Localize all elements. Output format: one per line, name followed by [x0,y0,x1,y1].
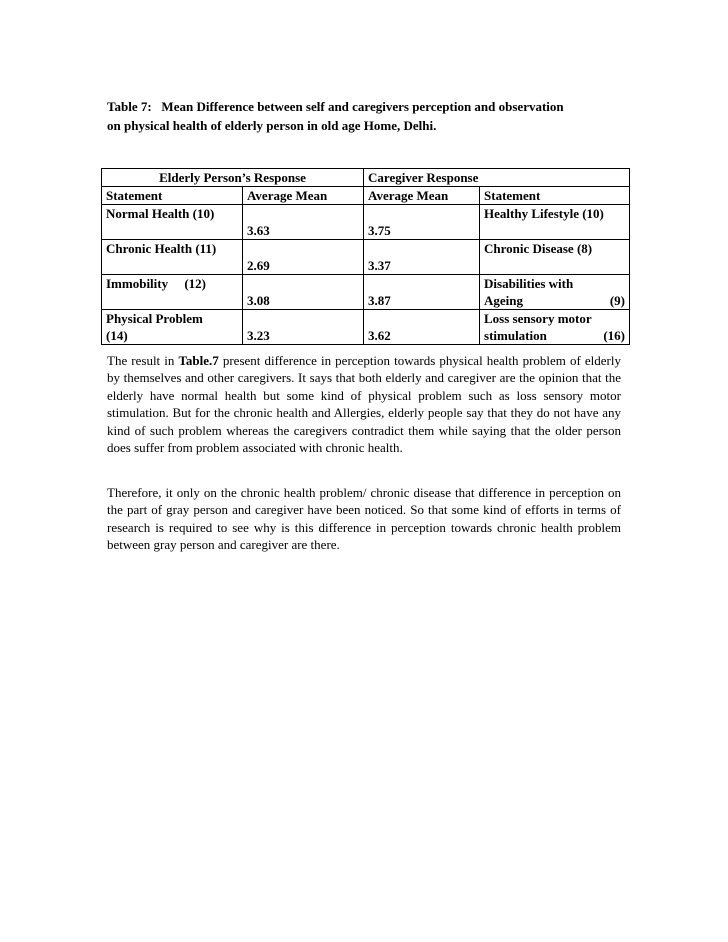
column-header: Statement [480,187,630,205]
statement-left-text: Physical Problem [106,311,203,326]
statement-right-line-1: Loss sensory motor [484,311,592,326]
table-caption [107,98,627,135]
statement-right-number: (16) [603,328,626,343]
statement-left-number: (14) [106,328,128,343]
caption-line-2: on physical health of elderly person in old age Home, Delhi. [107,117,437,133]
paragraph-1-prefix: The result in [107,353,179,368]
table-row [102,240,630,275]
statement-right-text: Ageing [484,293,524,308]
statement-left: Chronic Health (11) [102,240,243,275]
statement-left [102,275,243,310]
table-row [102,205,630,240]
elderly-mean: 3.08 [243,275,364,310]
statement-left-text: Immobility [106,276,169,291]
table-reference: Table.7 [178,353,219,368]
paragraph-1-text: present difference in perception towards physical health problem of elderly by themselves and other caregivers. It says that both elderly and caregiver are the opinion that the elderly have normal health but some kind of physical problem such as loss sensory motor stimulation. But for the chronic health and Allergies, elderly people say that they do not have any kind of such problem whereas the caregivers contradict them while saying that the older person does suffer from problem associated with chronic health. [107,353,621,456]
statement-right [480,310,630,345]
caregiver-mean: 3.37 [364,240,480,275]
table-row [102,275,630,310]
statement-left-number: (12) [184,276,206,291]
statement-right-text: stimulation [484,328,547,343]
comparison-table [101,168,630,345]
statement-right: Healthy Lifestyle (10) [480,205,630,240]
caregiver-response-header: Caregiver Response [364,169,630,187]
table-row [102,310,630,345]
body-paragraph-1 [107,352,621,456]
column-header: Statement [102,187,243,205]
statement-right-number: (9) [609,293,626,308]
caregiver-mean: 3.75 [364,205,480,240]
elderly-mean: 3.63 [243,205,364,240]
group-header-row [102,169,630,187]
statement-left: Normal Health (10) [102,205,243,240]
elderly-mean: 2.69 [243,240,364,275]
elderly-mean: 3.23 [243,310,364,345]
statement-right [480,275,630,310]
column-header-row [102,187,630,205]
caption-line-1: Table 7: Mean Difference between self and caregivers perception and observation [107,99,564,114]
body-paragraph-2: Therefore, it only on the chronic health problem/ chronic disease that difference in perception on the part of gray person and caregiver have been noticed. So that some kind of efforts in terms of research is required to see why is this difference in perception towards chronic health problem between gray person and caregiver are there. [107,485,621,553]
elderly-response-header: Elderly Person’s Response [102,169,364,187]
column-header: Average Mean [243,187,364,205]
caregiver-mean: 3.87 [364,275,480,310]
statement-right-line-1: Disabilities with [484,276,574,291]
statement-right: Chronic Disease (8) [480,240,630,275]
caregiver-mean: 3.62 [364,310,480,345]
statement-left [102,310,243,345]
column-header: Average Mean [364,187,480,205]
